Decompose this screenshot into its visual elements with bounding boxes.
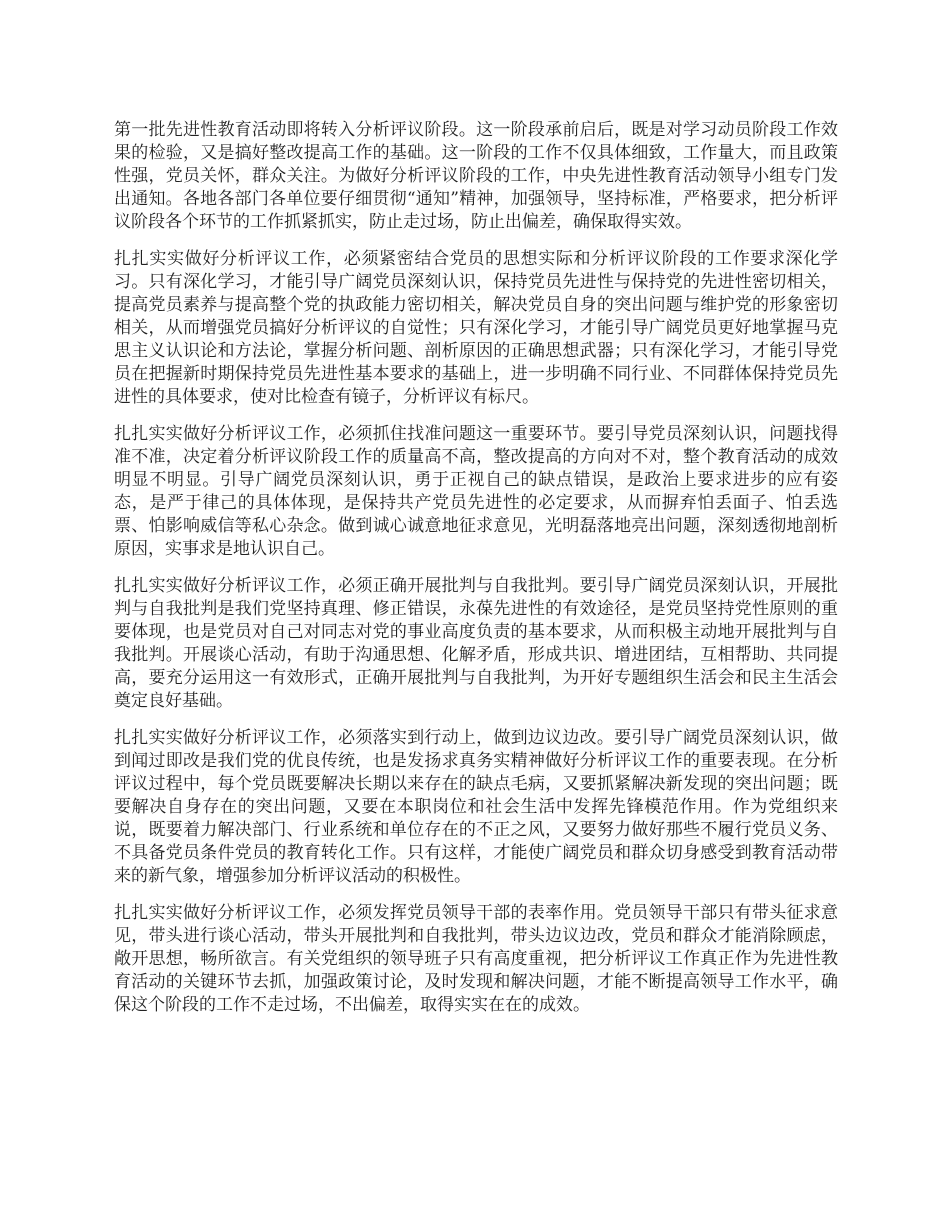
paragraph-4: 扎扎实实做好分析评议工作，必须正确开展批判与自我批判。要引导广阔党员深刻认识，开展批判与自我批判是我们党坚持真理、修正错误，永葆先进性的有效途径，是党员坚持党性原则的重要体现，也是党员对自己对同志对党的事业高度负责的基本要求，从而积极主动地开展批判与自我批判。开展谈心活动，有助于沟通思想、化解矛盾，形成共识、增进团结，互相帮助、共同提高，要充分运用这一有效形式，正确开展批判与自我批判，为开好专题组织生活会和民主生活会奠定良好基础。 xyxy=(114,576,838,711)
paragraph-6: 扎扎实实做好分析评议工作，必须发挥党员领导干部的表率作用。党员领导干部只有带头征求意见，带头进行谈心活动，带头开展批判和自我批判，带头边议边改，党员和群众才能消除顾虑，敞开思想，畅所欲言。有关党组织的领导班子只有高度重视，把分析评议工作真正作为先进性教育活动的关键环节去抓，加强政策讨论，及时发现和解决问题，才能不断提高领导工作水平，确保这个阶段的工作不走过场，不出偏差，取得实实在在的成效。 xyxy=(114,903,838,1015)
document-body xyxy=(114,119,838,1031)
paragraph-3: 扎扎实实做好分析评议工作，必须抓住找准问题这一重要环节。要引导党员深刻认识，问题找得准不准，决定着分析评议阶段工作的质量高不高，整改提高的方向对不对，整个教育活动的成效明显不明显。引导广阔党员深刻认识，勇于正视自己的缺点错误，是政治上要求进步的应有姿态，是严于律己的具体体现，是保持共产党员先进性的必定要求，从而摒弃怕丢面子、怕丢选票、怕影响威信等私心杂念。做到诚心诚意地征求意见，光明磊落地亮出问题，深刻透彻地剖析原因，实事求是地认识自己。 xyxy=(114,424,838,559)
paragraph-2: 扎扎实实做好分析评议工作，必须紧密结合党员的思想实际和分析评议阶段的工作要求深化学习。只有深化学习，才能引导广阔党员深刻认识，保持党员先进性与保持党的先进性密切相关，提高党员素养与提高整个党的执政能力密切相关，解决党员自身的突出问题与维护党的形象密切相关，从而增强党员搞好分析评议的自觉性；只有深化学习，才能引导广阔党员更好地掌握马克思主义认识论和方法论，掌握分析问题、剖析原因的正确思想武器；只有深化学习，才能引导党员在把握新时期保持党员先进性基本要求的基础上，进一步明确不同行业、不同群体保持党员先进性的具体要求，使对比检查有镜子，分析评议有标尺。 xyxy=(114,249,838,407)
paragraph-5: 扎扎实实做好分析评议工作，必须落实到行动上，做到边议边改。要引导广阔党员深刻认识，做到闻过即改是我们党的优良传统，也是发扬求真务实精神做好分析评议工作的重要表现。在分析评议过程中，每个党员既要解决长期以来存在的缺点毛病，又要抓紧解决新发现的突出问题；既要解决自身存在的突出问题，又要在本职岗位和社会生活中发挥先锋模范作用。作为党组织来说，既要着力解决部门、行业系统和单位存在的不正之风，又要努力做好那些不履行党员义务、不具备党员条件党员的教育转化工作。只有这样，才能使广阔党员和群众切身感受到教育活动带来的新气象，增强参加分析评议活动的积极性。 xyxy=(114,728,838,886)
paragraph-1: 第一批先进性教育活动即将转入分析评议阶段。这一阶段承前启后，既是对学习动员阶段工作效果的检验，又是搞好整改提高工作的基础。这一阶段的工作不仅具体细致，工作量大，而且政策性强，党员关怀，群众关注。为做好分析评议阶段的工作，中央先进性教育活动领导小组专门发出通知。各地各部门各单位要仔细贯彻“通知”精神，加强领导，坚持标准，严格要求，把分析评议阶段各个环节的工作抓紧抓实，防止走过场，防止出偏差，确保取得实效。 xyxy=(114,120,838,232)
